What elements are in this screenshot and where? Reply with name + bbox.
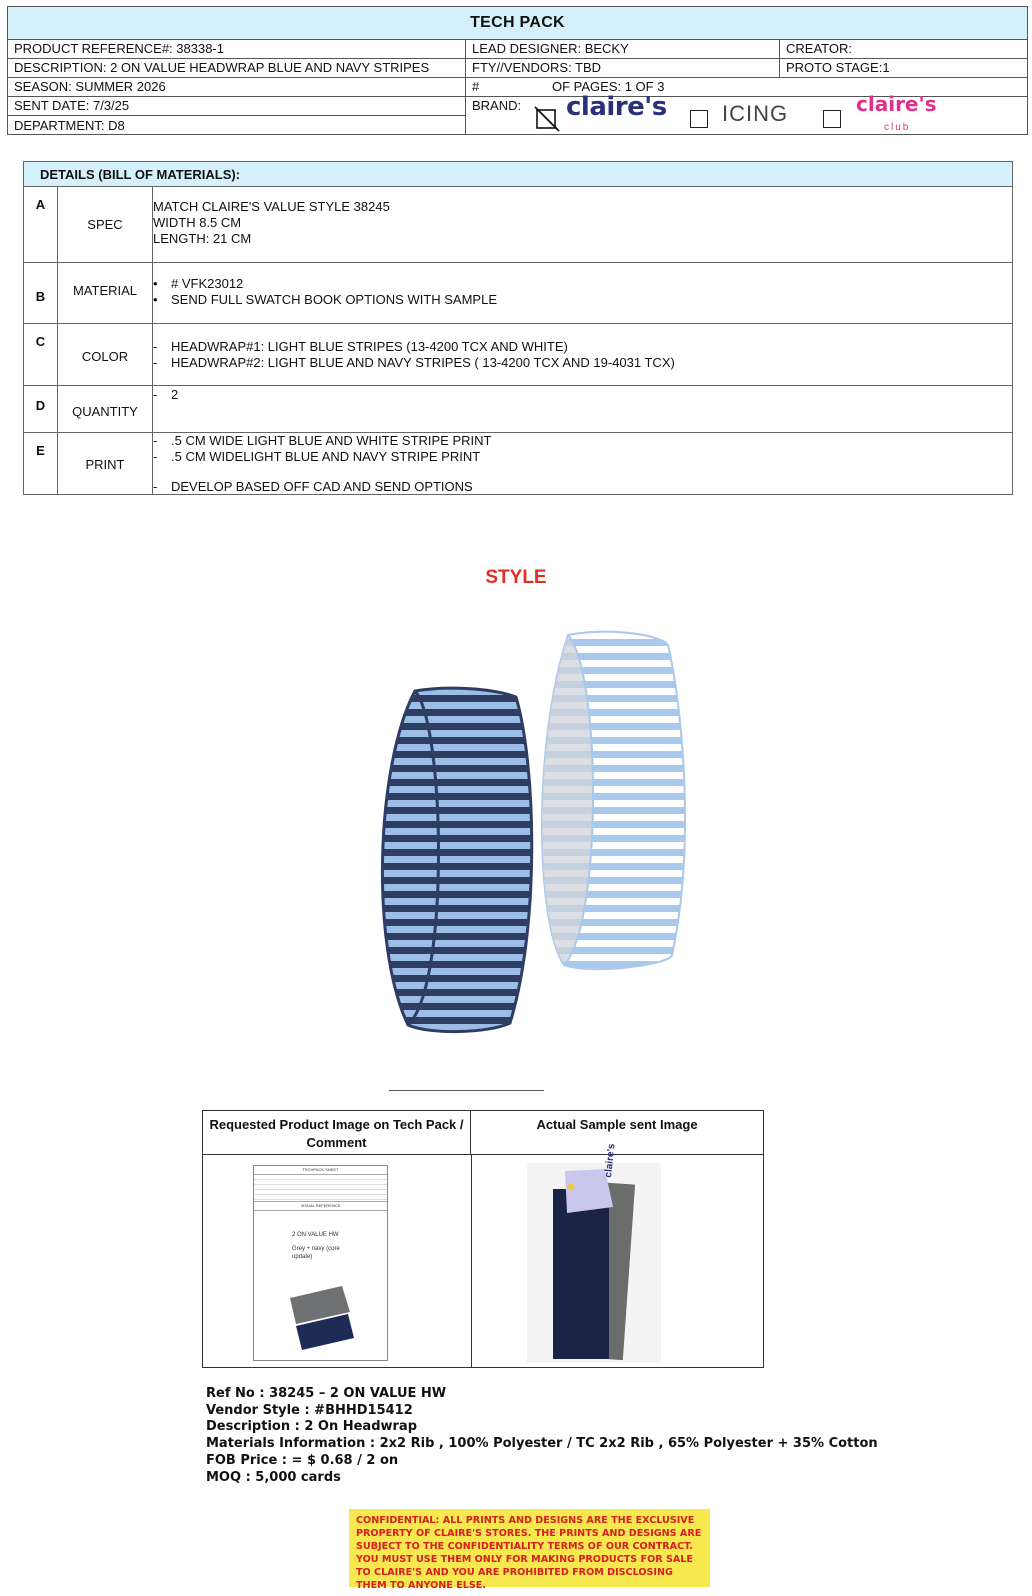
brand-label: BRAND: (472, 98, 522, 113)
bill-of-materials (23, 161, 1013, 495)
page-count (466, 78, 1027, 96)
dash-icon: - (153, 387, 158, 402)
row-name: MATERIAL (58, 263, 153, 323)
print-line: .5 CM WIDELIGHT BLUE AND NAVY STRIPE PRINT (171, 449, 481, 464)
row-values (153, 433, 1012, 495)
proto-stage: PROTO STAGE:1 (786, 60, 890, 75)
bom-row-quantity (24, 386, 1012, 433)
number-label: # (472, 79, 480, 94)
row-values (153, 386, 1012, 403)
fty-vendors: FTY//VENDORS: TBD (466, 59, 780, 77)
bullet-icon: • (153, 292, 158, 307)
thumb-headwraps-image (284, 1284, 356, 1352)
comparison-table (202, 1110, 764, 1368)
thumb-line2: Grey + navy (core update) (292, 1246, 340, 1260)
thumb-title: TECHPACK SHEET (254, 1166, 387, 1175)
dash-icon: - (153, 433, 158, 448)
thumb-header-lines (254, 1175, 387, 1202)
moq: MOQ : 5,000 cards (206, 1469, 341, 1485)
department: DEPARTMENT: D8 (14, 118, 125, 133)
spec-line: LENGTH: 21 CM (153, 231, 252, 246)
pages-label: OF PAGES: 1 OF 3 (552, 79, 665, 94)
row-letter: E (24, 433, 58, 494)
row-letter: C (24, 324, 58, 385)
confidential-notice: CONFIDENTIAL: ALL PRINTS AND DESIGNS ARE THE EXCLUSIVE PROPERTY OF CLAIRE'S STORES. THE PRINTS AND DESIGNS ARE SUBJECT TO THE CONFIDENTIALITY TERMS OF OUR CONTRACT. YOU MUST USE THEM ONLY FOR MAKING PRODUCTS FOR SALE TO CLAIRE'S AND YOU ARE PROHIBITED FROM DISCLOSING THEM TO ANYONE ELSE. (349, 1509, 710, 1587)
requested-thumbnail (253, 1165, 388, 1361)
material-line: SEND FULL SWATCH BOOK OPTIONS WITH SAMPLE (171, 292, 498, 307)
season: SEASON: SUMMER 2026 (8, 78, 466, 96)
materials-info: Materials Information : 2x2 Rib , 100% Polyester / TC 2x2 Rib , 65% Polyester + 35% Cotton (206, 1436, 878, 1452)
col-divider (471, 1155, 472, 1367)
creator: CREATOR: (786, 41, 852, 56)
club-text: club (884, 122, 911, 133)
headwrap-navy (382, 688, 531, 1031)
thumb-line1: 2 ON VALUE HW (292, 1232, 339, 1238)
dash-icon: - (153, 449, 158, 464)
lead-designer: LEAD DESIGNER: BECKY (466, 40, 780, 58)
ref-no: Ref No : 38245 – 2 ON VALUE HW (206, 1386, 447, 1401)
row-name: COLOR (58, 324, 153, 385)
sent-date: SENT DATE: 7/3/25 (8, 97, 465, 116)
row-name: SPEC (58, 187, 153, 262)
fob-price: FOB Price : = $ 0.68 / 2 on (206, 1452, 399, 1468)
quantity-value: 2 (171, 387, 179, 402)
tech-pack-title: TECH PACK (8, 7, 1027, 40)
spec-line: WIDTH 8.5 CM (153, 215, 242, 230)
headwrap-light-blue (542, 632, 685, 969)
bom-title: DETAILS (BILL OF MATERIALS): (24, 162, 1012, 187)
reference-details (206, 1386, 878, 1486)
claires-checkbox-checked (536, 109, 556, 129)
bullet-icon: • (153, 276, 158, 291)
print-line: DEVELOP BASED OFF CAD AND SEND OPTIONS (171, 479, 473, 494)
bom-row-spec (24, 187, 1012, 263)
icing-checkbox (690, 110, 708, 128)
headwrap-illustration (370, 625, 710, 1055)
row-letter: D (24, 386, 58, 432)
row-values (153, 263, 1012, 308)
divider (389, 1090, 544, 1091)
row-values (153, 324, 1012, 371)
dash-icon: - (153, 339, 158, 354)
print-line: .5 CM WIDE LIGHT BLUE AND WHITE STRIPE PRINT (171, 433, 492, 448)
sent-dept (8, 97, 466, 134)
col-header-requested: Requested Product Image on Tech Pack / Comment (203, 1111, 471, 1155)
claires-logo: claire's (566, 92, 667, 122)
icing-logo: ICING (722, 101, 789, 126)
row-values (153, 187, 1012, 247)
dash-icon: - (153, 355, 158, 370)
vendor-style: Vendor Style : #BHHD15412 (206, 1402, 413, 1418)
claires-club-logo: claire's (856, 92, 937, 116)
row-letter: A (24, 187, 58, 262)
bom-row-print (24, 433, 1012, 494)
bom-row-color (24, 324, 1012, 386)
col-header-actual: Actual Sample sent Image (471, 1111, 763, 1155)
tech-pack-header (7, 6, 1028, 135)
thumb-visual: VISUAL REFERENCE (254, 1202, 387, 1211)
row-letter: B (24, 263, 58, 323)
ref-description: Description : 2 On Headwrap (206, 1419, 418, 1435)
actual-sample-image (527, 1163, 661, 1363)
row-name: PRINT (58, 433, 153, 494)
row-name: QUANTITY (58, 386, 153, 432)
product-reference: PRODUCT REFERENCE#: 38338-1 (8, 40, 466, 58)
claires-club-checkbox (823, 110, 841, 128)
style-title: STYLE (485, 567, 547, 588)
brand-area (466, 92, 1027, 134)
description: DESCRIPTION: 2 ON VALUE HEADWRAP BLUE AND NAVY STRIPES (8, 59, 466, 77)
bom-row-material (24, 263, 1012, 324)
material-line: # VFK23012 (171, 276, 244, 291)
color-line: HEADWRAP#2: LIGHT BLUE AND NAVY STRIPES ( 13-4200 TCX AND 19-4031 TCX) (171, 355, 675, 370)
color-line: HEADWRAP#1: LIGHT BLUE STRIPES (13-4200 TCX AND WHITE) (171, 339, 568, 354)
dash-icon: - (153, 479, 158, 494)
spec-line: MATCH CLAIRE'S VALUE STYLE 38245 (153, 199, 390, 214)
sample-brand-label: claire's (603, 1143, 618, 1179)
